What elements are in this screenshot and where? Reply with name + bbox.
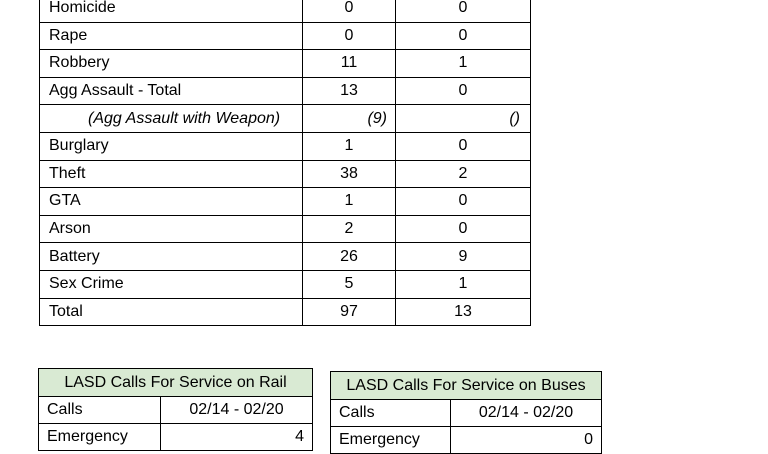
row-value-col1: (9) — [303, 105, 396, 133]
table-row — [40, 160, 531, 188]
row-value-col1: 1 — [303, 132, 396, 160]
table-row — [40, 50, 531, 78]
row-value-col2: 0 — [396, 215, 531, 243]
row-value-col1: 0 — [303, 0, 396, 22]
row-value-col2: 0 — [396, 132, 531, 160]
emergency-label: Emergency — [39, 424, 161, 451]
row-value-col1: 97 — [303, 298, 396, 326]
table-row — [40, 243, 531, 271]
row-value-col2: 0 — [396, 188, 531, 216]
table-row — [40, 215, 531, 243]
row-label: Rape — [40, 22, 303, 50]
crime-stats-table — [39, 0, 531, 326]
row-label: Burglary — [40, 132, 303, 160]
table-row — [40, 270, 531, 298]
bus-service-table — [330, 371, 602, 454]
calls-header: Calls — [39, 397, 161, 424]
emergency-value: 0 — [451, 427, 602, 454]
calls-header: Calls — [331, 400, 451, 427]
row-label: Homicide — [40, 0, 303, 22]
table-row — [40, 132, 531, 160]
row-value-col1: 11 — [303, 50, 396, 78]
row-value-col1: 1 — [303, 188, 396, 216]
row-value-col1: 0 — [303, 22, 396, 50]
row-value-col2: 13 — [396, 298, 531, 326]
table-row — [40, 77, 531, 105]
row-value-col1: 5 — [303, 270, 396, 298]
row-value-col2: 1 — [396, 270, 531, 298]
row-label: Robbery — [40, 50, 303, 78]
row-value-col1: 13 — [303, 77, 396, 105]
table-row — [40, 22, 531, 50]
table-row — [40, 0, 531, 22]
row-value-col2: 1 — [396, 50, 531, 78]
row-label: Battery — [40, 243, 303, 271]
row-value-col2: 2 — [396, 160, 531, 188]
row-label: (Agg Assault with Weapon) — [40, 105, 303, 133]
row-label: Theft — [40, 160, 303, 188]
row-label: Agg Assault - Total — [40, 77, 303, 105]
row-label: Arson — [40, 215, 303, 243]
rail-service-table — [38, 368, 313, 451]
table-row-subtotal — [40, 105, 531, 133]
row-value-col2: () — [396, 105, 531, 133]
row-value-col1: 26 — [303, 243, 396, 271]
table-row-total — [40, 298, 531, 326]
rail-service-title: LASD Calls For Service on Rail — [39, 369, 313, 397]
row-value-col2: 0 — [396, 22, 531, 50]
row-value-col1: 2 — [303, 215, 396, 243]
bus-service-title: LASD Calls For Service on Buses — [331, 372, 602, 400]
row-label: Total — [40, 298, 303, 326]
emergency-label: Emergency — [331, 427, 451, 454]
emergency-value: 4 — [161, 424, 313, 451]
row-value-col2: 9 — [396, 243, 531, 271]
row-value-col2: 0 — [396, 77, 531, 105]
date-range-header: 02/14 - 02/20 — [451, 400, 602, 427]
row-label: Sex Crime — [40, 270, 303, 298]
row-value-col2: 0 — [396, 0, 531, 22]
row-value-col1: 38 — [303, 160, 396, 188]
table-row — [40, 188, 531, 216]
row-label: GTA — [40, 188, 303, 216]
date-range-header: 02/14 - 02/20 — [161, 397, 313, 424]
